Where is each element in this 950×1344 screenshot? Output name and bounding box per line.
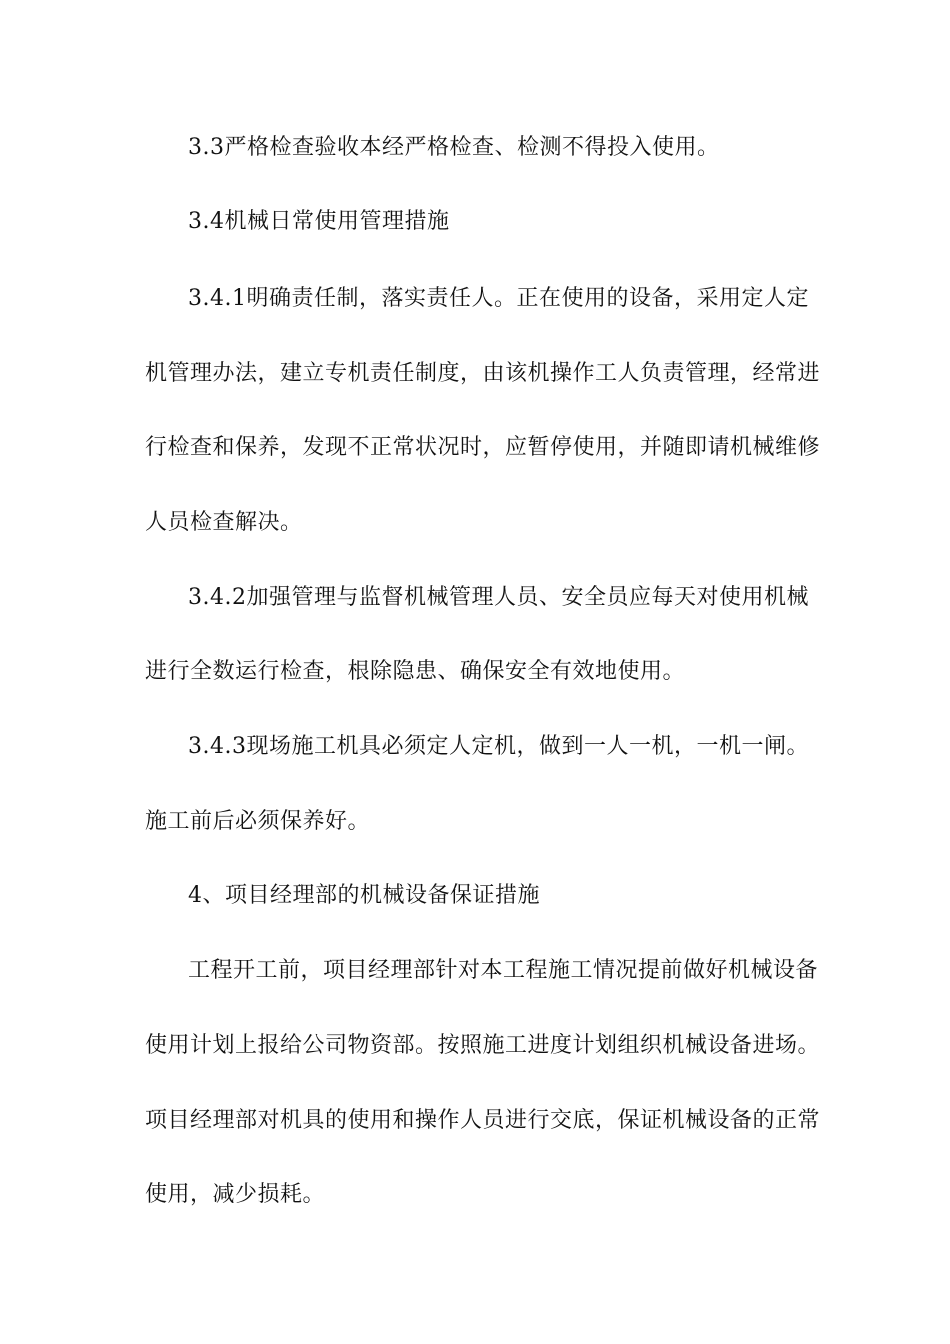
paragraph-3-3: 3.3严格检查验收本经严格检查、检测不得投入使用。 [188, 135, 720, 160]
paragraph-4-line-3: 项目经理部对机具的使用和操作人员进行交底，保证机械设备的正常 [145, 1108, 821, 1133]
paragraph-3-4-3-line-2: 施工前后必须保养好。 [145, 809, 371, 834]
paragraph-3-4-2-line-1: 3.4.2加强管理与监督机械管理人员、安全员应每天对使用机械 [188, 585, 809, 610]
paragraph-3-4-2-line-2: 进行全数运行检查，根除隐患、确保安全有效地使用。 [145, 659, 686, 684]
paragraph-3-4-1-line-2: 机管理办法，建立专机责任制度，由该机操作工人负责管理，经常进 [145, 361, 821, 386]
heading-3-4: 3.4机械日常使用管理措施 [188, 209, 450, 234]
paragraph-3-4-3-line-1: 3.4.3现场施工机具必须定人定机，做到一人一机，一机一闸。 [188, 734, 809, 759]
paragraph-3-4-1-line-4: 人员检查解决。 [145, 510, 303, 535]
paragraph-3-4-1-line-1: 3.4.1明确责任制，落实责任人。正在使用的设备，采用定人定 [188, 286, 809, 311]
heading-4: 4、项目经理部的机械设备保证措施 [188, 883, 540, 908]
paragraph-4-line-2: 使用计划上报给公司物资部。按照施工进度计划组织机械设备进场。 [145, 1033, 821, 1058]
paragraph-4-line-4: 使用，减少损耗。 [145, 1182, 326, 1207]
paragraph-4-line-1: 工程开工前，项目经理部针对本工程施工情况提前做好机械设备 [188, 958, 819, 983]
paragraph-3-4-1-line-3: 行检查和保养，发现不正常状况时，应暂停使用，并随即请机械维修 [145, 435, 821, 460]
